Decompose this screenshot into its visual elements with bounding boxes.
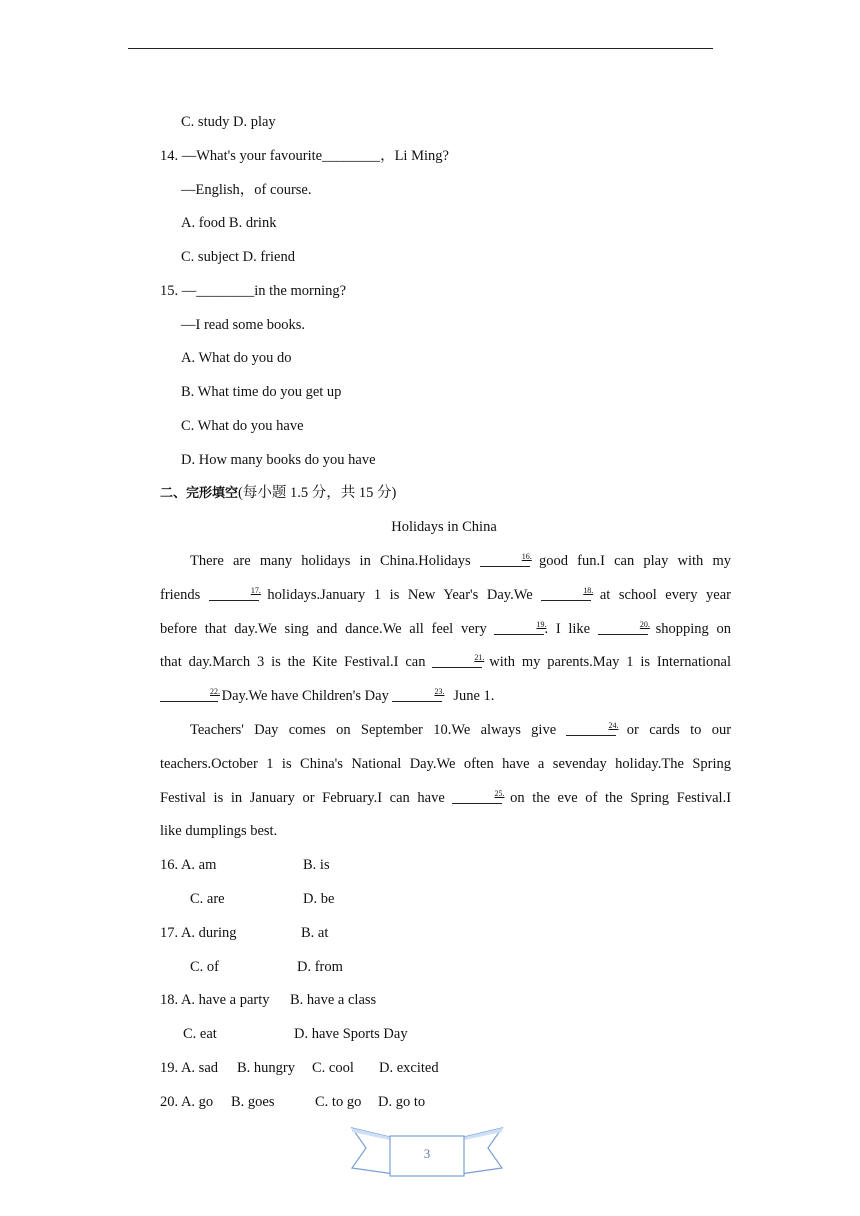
q14-stem: 14. —What's your favourite________，Li Ming? bbox=[160, 148, 449, 164]
q14-options-cd: C. subject D. friend bbox=[181, 249, 295, 265]
passage-line: before that day.We sing and dance.We all feel very 19. . I like 20. shopping on bbox=[160, 620, 731, 637]
page-number-ribbon bbox=[350, 1124, 504, 1180]
q15-option-c: C. What do you have bbox=[181, 418, 304, 434]
passage-line: Festival is in January or February.I can have 25. on the eve of the Spring Festival.I bbox=[160, 789, 732, 806]
passage-line: that day.March 3 is the Kite Festival.I can 21. with my parents.May 1 is International bbox=[160, 653, 732, 670]
q18-option-d: D. have Sports Day bbox=[294, 1026, 408, 1042]
q15-response: —I read some books. bbox=[181, 317, 306, 333]
q19-option-b: B. hungry bbox=[237, 1060, 295, 1076]
passage-line: 22. Day.We have Children's Day 23. June 1. bbox=[160, 687, 494, 705]
section-heading-points: (每小题 1.5 分，共 15 分) bbox=[238, 485, 397, 501]
q16-option-a: 16. A. am bbox=[160, 857, 217, 873]
q19-option-c: C. cool bbox=[312, 1060, 354, 1076]
q20-option-d: D. go to bbox=[378, 1094, 426, 1110]
q14-response: —English，of course. bbox=[181, 182, 312, 198]
q20-option-c: C. to go bbox=[315, 1094, 362, 1110]
page-number: 3 bbox=[423, 1146, 431, 1161]
passage-line: teachers.October 1 is China's National Day.We often have a sevenday holiday.The Spring bbox=[160, 756, 731, 772]
blank-24: 24. bbox=[566, 723, 616, 736]
blank-19: 19. bbox=[494, 622, 544, 635]
section-heading bbox=[160, 484, 396, 503]
q15-option-d: D. How many books do you have bbox=[181, 452, 376, 468]
q18-option-c: C. eat bbox=[183, 1026, 217, 1042]
q20-option-a: 20. A. go bbox=[160, 1094, 214, 1110]
q19-option-a: 19. A. sad bbox=[160, 1060, 218, 1076]
header-rule bbox=[128, 48, 713, 49]
passage-title: Holidays in China bbox=[391, 519, 497, 535]
q15-stem: 15. —________in the morning? bbox=[160, 283, 347, 299]
q16-option-b: B. is bbox=[303, 857, 330, 873]
q17-option-d: D. from bbox=[297, 959, 343, 975]
q16-option-c: C. are bbox=[190, 891, 225, 907]
passage-line: friends 17. holidays.January 1 is New Year's Day.We 18. at school every year bbox=[160, 586, 732, 603]
q17-option-b: B. at bbox=[301, 925, 329, 941]
q19-option-d: D. excited bbox=[379, 1060, 439, 1076]
q20-option-b: B. goes bbox=[231, 1094, 275, 1110]
passage-line: like dumplings best. bbox=[160, 823, 278, 839]
blank-23: 23. bbox=[392, 689, 442, 702]
blank-25: 25. bbox=[452, 791, 502, 804]
blank-18: 18. bbox=[541, 588, 591, 601]
q16-option-d: D. be bbox=[303, 891, 335, 907]
q15-option-b: B. What time do you get up bbox=[181, 384, 342, 400]
blank-22: 22. bbox=[160, 689, 218, 702]
passage-line: There are many holidays in China.Holidays 16. good fun.I can play with my bbox=[190, 552, 731, 569]
q17-option-c: C. of bbox=[190, 959, 219, 975]
q15-option-a: A. What do you do bbox=[181, 350, 292, 366]
q18-option-a: 18. A. have a party bbox=[160, 992, 270, 1008]
q13-options-cd: C. study D. play bbox=[181, 114, 276, 130]
q17-option-a: 17. A. during bbox=[160, 925, 237, 941]
q14-options-ab: A. food B. drink bbox=[181, 215, 277, 231]
blank-17: 17. bbox=[209, 588, 259, 601]
blank-21: 21. bbox=[432, 655, 482, 668]
section-heading-bold: 二、完形填空 bbox=[160, 486, 239, 501]
blank-16: 16. bbox=[480, 554, 530, 567]
blank-20: 20. bbox=[598, 622, 648, 635]
passage-line: Teachers' Day comes on September 10.We always give 24. or cards to our bbox=[190, 721, 732, 738]
q18-option-b: B. have a class bbox=[290, 992, 377, 1008]
